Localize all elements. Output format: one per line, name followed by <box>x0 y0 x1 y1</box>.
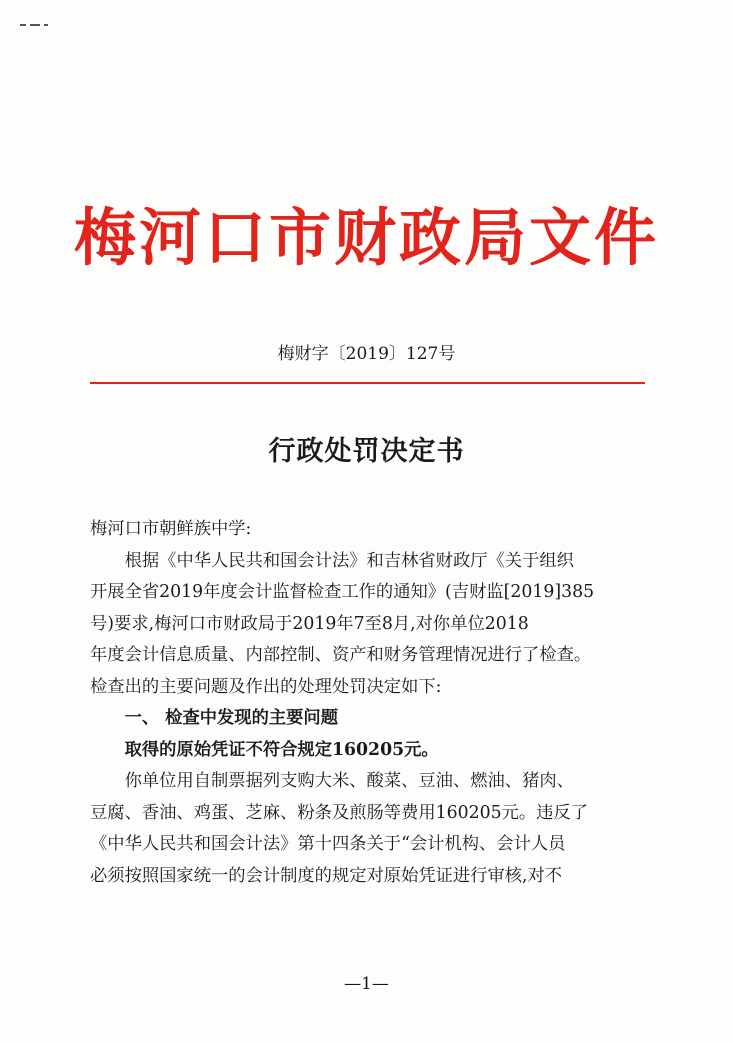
issue-heading: 取得的原始凭证不符合规定160205元。 <box>124 739 439 760</box>
section-heading: 一、 检查中发现的主要问题 <box>124 708 338 728</box>
document-title: 行政处罚决定书 <box>268 436 465 467</box>
recipient-line: 梅河口市朝鲜族中学: <box>90 519 252 539</box>
paragraph-line: 号)要求,梅河口市财政局于2019年7至8月,对你单位2018 <box>90 613 529 634</box>
paragraph-line: 根据《中华人民共和国会计法》和吉林省财政厅《关于组织 <box>124 550 574 571</box>
paragraph-line: 豆腐、香油、鸡蛋、芝麻、粉条及煎肠等费用160205元。违反了 <box>90 802 589 823</box>
document-number: 梅财字〔2019〕127号 <box>277 344 456 364</box>
paragraph-line: 你单位用自制票据列支购大米、酸菜、豆油、燃油、猪肉、 <box>124 771 574 791</box>
paragraph-line: 年度会计信息质量、内部控制、资产和财务管理情况进行了检查。 <box>90 645 592 665</box>
paragraph-line: 必须按照国家统一的会计制度的规定对原始凭证进行审核,对不 <box>90 865 563 886</box>
page-number: —1— <box>344 974 389 994</box>
scan-mark <box>20 14 68 20</box>
red-divider-line <box>90 382 645 384</box>
paragraph-line: 《中华人民共和国会计法》第十四条关于“会计机构、会计人员 <box>90 834 566 854</box>
paragraph-line: 开展全省2019年度会计监督检查工作的通知》(吉财监[2019]385 <box>90 582 595 602</box>
issuer-header-title: 梅河口市财政局文件 <box>73 201 659 274</box>
document-body <box>90 514 645 892</box>
paragraph-line: 检查出的主要问题及作出的处理处罚决定如下: <box>90 676 442 697</box>
paragraph-issue-detail <box>90 766 645 892</box>
paragraph-intro <box>90 546 645 704</box>
